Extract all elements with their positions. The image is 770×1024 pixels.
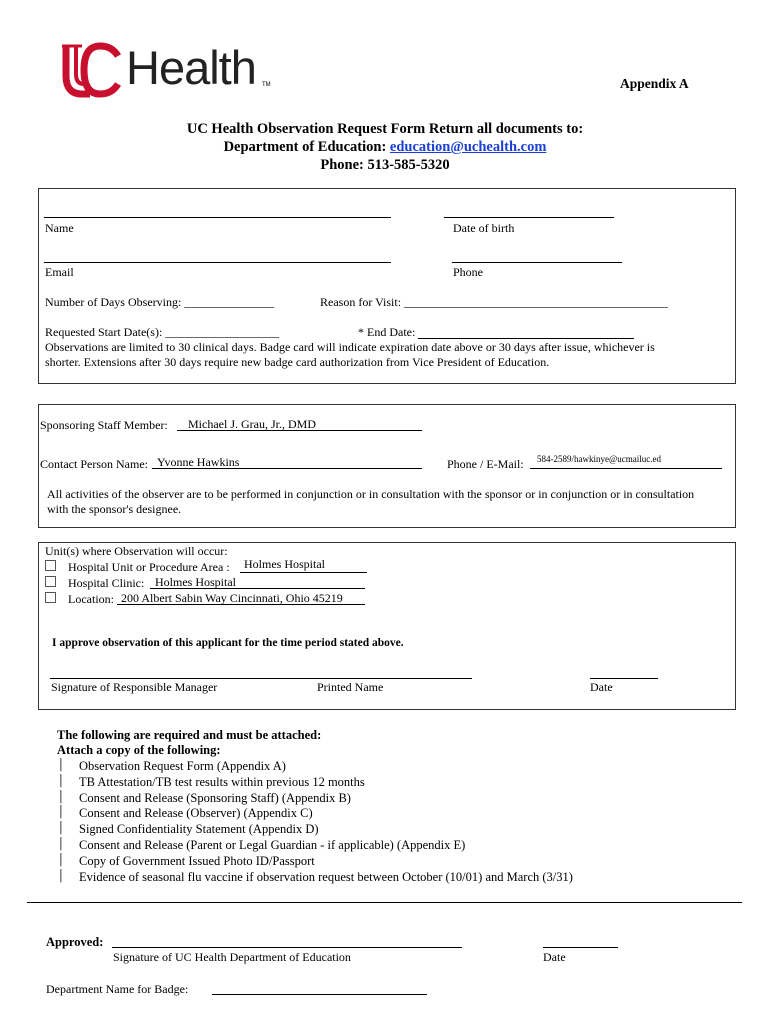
checkbox-icon[interactable]: │ xyxy=(57,790,65,803)
divider xyxy=(27,902,742,903)
requirement-text: Signed Confidentiality Statement (Appendix D) xyxy=(79,822,319,837)
dept-prefix: Department of Education: xyxy=(223,139,390,155)
unit-checkbox-icon[interactable] xyxy=(45,560,56,571)
phone-email-field[interactable] xyxy=(530,468,722,469)
units-heading: Unit(s) where Observation will occur: xyxy=(45,544,228,558)
manager-signature-label: Signature of Responsible Manager xyxy=(51,680,218,694)
form-title: UC Health Observation Request Form Return all documents to: xyxy=(186,121,584,137)
printed-name-label: Printed Name xyxy=(317,680,384,694)
requirement-text: Consent and Release (Observer) (Appendix C) xyxy=(79,806,313,821)
phone-email-value: 584-2589/hawkinye@ucmailuc.ed xyxy=(537,454,662,464)
requirement-text: Observation Request Form (Appendix A) xyxy=(79,759,286,773)
requirement-text: Evidence of seasonal flu vaccine if observation request between October (10/01) and March (3/31) xyxy=(79,869,573,884)
location-label: Location: xyxy=(68,592,114,606)
education-date-field[interactable] xyxy=(543,947,618,948)
clinic-label: Hospital Clinic: xyxy=(68,576,145,590)
end-date-label: * End Date: xyxy=(358,325,416,339)
name-field[interactable] xyxy=(44,217,391,218)
activities-text-1: All activities of the observer are to be performed in conjunction or in consultation with the sponsor or in conjunction or in consultation xyxy=(47,487,695,501)
manager-date-field[interactable] xyxy=(590,678,658,679)
sponsor-staff-label: Sponsoring Staff Member: xyxy=(40,418,168,432)
clinic-value: Holmes Hospital xyxy=(155,575,236,589)
unit-value: Holmes Hospital xyxy=(244,557,325,571)
checkbox-icon[interactable]: │ xyxy=(57,774,65,787)
requirements-heading: The following are required and must be attached: xyxy=(57,728,322,742)
checkbox-icon[interactable]: │ xyxy=(57,759,65,771)
dept-line xyxy=(0,139,770,156)
unit-label: Hospital Unit or Procedure Area : xyxy=(68,560,230,574)
approval-statement: I approve observation of this applicant for the time period stated above. xyxy=(52,637,404,649)
phone-label: Phone xyxy=(453,265,483,279)
checkbox-icon[interactable]: │ xyxy=(57,806,65,819)
start-date-field[interactable]: Requested Start Date(s): ___________________ xyxy=(45,325,280,339)
trademark-mark: TM xyxy=(262,82,271,88)
appendix-label: Appendix A xyxy=(620,76,689,91)
email-link[interactable]: education@uchealth.com xyxy=(389,139,547,155)
checkbox-icon[interactable]: │ xyxy=(57,838,65,850)
requirement-text: Consent and Release (Sponsoring Staff) (Appendix B) xyxy=(79,790,351,805)
contact-person-label: Contact Person Name: xyxy=(40,457,148,471)
reason-for-visit-field[interactable]: Reason for Visit: ____________________________________________ xyxy=(320,295,669,309)
phone-line: Phone: 513-585-5320 xyxy=(320,157,450,173)
contact-person-value: Yvonne Hawkins xyxy=(157,455,240,469)
email-label: Email xyxy=(45,265,74,279)
requirement-text: TB Attestation/TB test results within previous 12 months xyxy=(79,774,365,789)
checkbox-icon[interactable]: │ xyxy=(57,822,65,835)
end-date-field[interactable] xyxy=(418,338,634,339)
dept-name-badge-field[interactable] xyxy=(212,994,427,995)
email-field[interactable] xyxy=(44,262,391,263)
phone-email-label: Phone / E-Mail: xyxy=(447,457,524,471)
checkbox-icon[interactable]: │ xyxy=(57,869,65,882)
days-observing-field[interactable]: Number of Days Observing: _______________ xyxy=(45,295,275,309)
dob-label: Date of birth xyxy=(453,221,515,235)
manager-signature-field[interactable] xyxy=(50,678,472,679)
location-value: 200 Albert Sabin Way Cincinnati, Ohio 45219 xyxy=(121,591,343,605)
location-checkbox-icon[interactable] xyxy=(45,592,56,603)
logo-wordmark: Health xyxy=(126,41,256,94)
observation-note-1: Observations are limited to 30 clinical days. Badge card will indicate expiration date above or 30 days after issue, whichever is xyxy=(45,340,655,354)
manager-date-label: Date xyxy=(590,680,613,694)
name-label: Name xyxy=(45,221,74,235)
dept-name-badge-label: Department Name for Badge: xyxy=(46,982,189,996)
uc-logo-mark-icon xyxy=(62,42,126,98)
requirement-text: Consent and Release (Parent or Legal Guardian - if applicable) (Appendix E) xyxy=(79,838,466,852)
phone-field[interactable] xyxy=(452,262,622,263)
attach-heading: Attach a copy of the following: xyxy=(57,743,221,757)
education-date-label: Date xyxy=(543,950,566,964)
uc-health-logo xyxy=(62,42,277,98)
observation-note-2: shorter. Extensions after 30 days require new badge card authorization from Vice President of Education. xyxy=(45,355,550,369)
clinic-checkbox-icon[interactable] xyxy=(45,576,56,587)
education-signature-label: Signature of UC Health Department of Education xyxy=(113,950,351,964)
education-signature-field[interactable] xyxy=(112,947,462,948)
activities-text-2: with the sponsor's designee. xyxy=(47,502,182,516)
approved-label: Approved: xyxy=(46,935,104,949)
requirement-text: Copy of Government Issued Photo ID/Passport xyxy=(79,853,315,868)
checkbox-icon[interactable]: │ xyxy=(57,853,65,866)
sponsor-staff-value: Michael J. Grau, Jr., DMD xyxy=(188,417,316,431)
unit-field[interactable] xyxy=(240,572,367,573)
dob-field[interactable] xyxy=(444,217,614,218)
